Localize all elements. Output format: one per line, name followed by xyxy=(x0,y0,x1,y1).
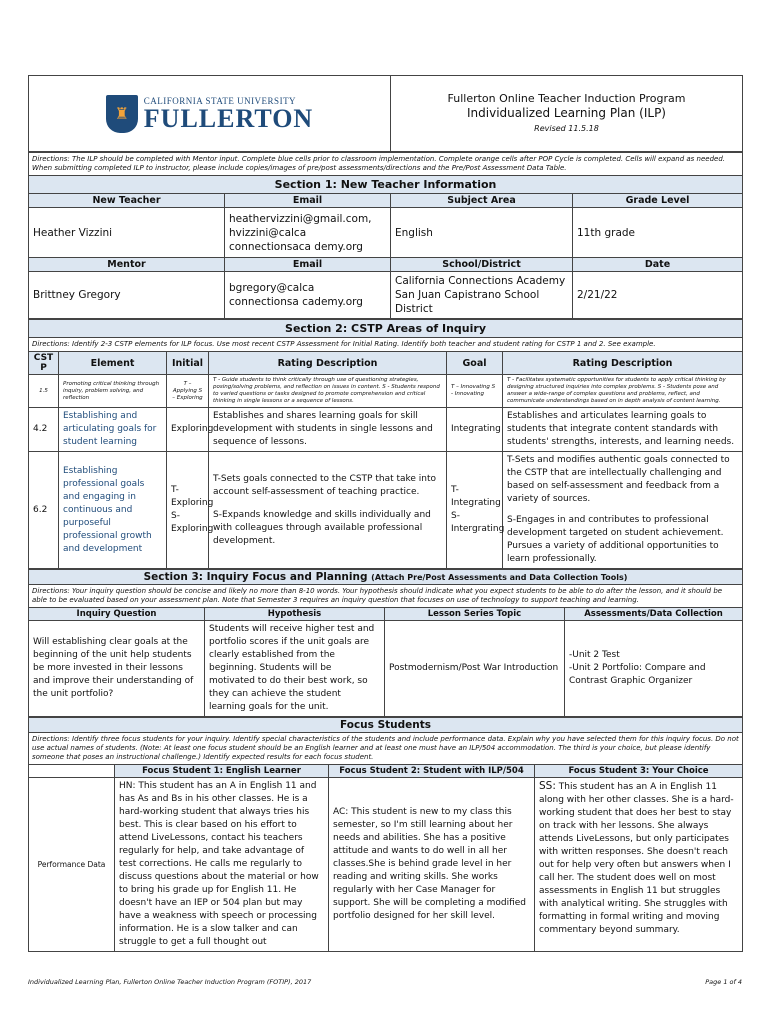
program-title: Fullerton Online Teacher Induction Program xyxy=(447,92,686,105)
ilp-document xyxy=(28,75,742,952)
section1-title: Section 1: New Teacher Information xyxy=(29,176,743,194)
section2-table xyxy=(28,319,743,569)
cstp-number: 6.2 xyxy=(29,452,59,569)
section3-title-note: (Attach Pre/Post Assessments and Data Collection Tools) xyxy=(371,573,628,582)
col-email2: Email xyxy=(225,258,391,272)
col-focus-student-2: Focus Student 2: Student with ILP/504 xyxy=(329,765,535,778)
col-new-teacher: New Teacher xyxy=(29,194,225,208)
section3-title-cell xyxy=(29,570,743,585)
col-cstp: CST P xyxy=(29,352,59,375)
col-assessments: Assessments/Data Collection xyxy=(565,608,743,621)
footer-left: Individualized Learning Plan, Fullerton Online Teacher Induction Program (FOTIP), 2017 xyxy=(28,978,312,986)
rating-description: Establishes and shares learning goals for skill development with students in single lessons and sequence of lessons. xyxy=(209,408,447,452)
goal-rating: Integrating xyxy=(447,408,503,452)
focus-title: Focus Students xyxy=(29,718,743,733)
col-inquiry-question: Inquiry Question xyxy=(29,608,205,621)
col-date: Date xyxy=(573,258,743,272)
lesson-topic: Postmodernism/Post War Introduction xyxy=(385,621,565,717)
top-directions: Directions: The ILP should be completed with Mentor input. Complete blue cells prior to classroom implementation. Complete orange cells after POP Cycle is completed. Cells will expand as needed. When submitting completed ILP to instructor, please include copies/images of pre/post assessments/directions and the Pre/Post Assessment Data Table. xyxy=(29,153,743,176)
grade-level: 11th grade xyxy=(573,208,743,258)
student-initials: SS: xyxy=(539,780,556,792)
logo-cell xyxy=(29,76,391,152)
logo-line2: FULLERTON xyxy=(143,103,314,133)
hypothesis: Students will receive higher test and portfolio scores if the unit goals are clearly established from the beginning. Students will be motivated to do their best work, so they can achieve the student learning goals for the unit. xyxy=(205,621,385,717)
element-text: Establishing professional goals and engaging in continuous and purposeful professional growth and development xyxy=(59,452,167,569)
plan-title: Individualized Learning Plan (ILP) xyxy=(467,106,666,120)
cstp-row xyxy=(29,408,743,452)
element-text: Establishing and articulating goals for student learning xyxy=(59,408,167,452)
goal-rating: T-Integrating S-Intergrating xyxy=(447,452,503,569)
revised-date: Revised 11.5.18 xyxy=(534,124,599,133)
col-initial: Initial xyxy=(167,352,209,375)
rating-description xyxy=(209,452,447,569)
col-school: School/District xyxy=(391,258,573,272)
cstp-number: 4.2 xyxy=(29,408,59,452)
section1-table xyxy=(28,152,743,319)
subject-area: English xyxy=(391,208,573,258)
school-district: California Connections Academy San Juan Capistrano School District xyxy=(391,272,573,319)
assessment-item: -Unit 2 Portfolio: Compare and Contrast Graphic Organizer xyxy=(569,663,706,686)
assessments xyxy=(565,621,743,717)
rating-description: T - Guide students to think critically through use of questioning strategies, posing/solving problems, and reflection on issues in content. S - Students respond to varied questions or tasks designed to promote comprehension and critical thinking in single lessons or a sequence of lessons. xyxy=(209,375,447,408)
col-grade: Grade Level xyxy=(573,194,743,208)
section3-title: Section 3: Inquiry Focus and Planning xyxy=(143,571,368,583)
focus-student-3-data xyxy=(535,778,743,952)
section2-directions: Directions: Identify 2-3 CSTP elements for ILP focus. Use most recent CSTP Assessment for Initial Rating. Identify both teacher and student rating for CSTP 1 and 2. See example. xyxy=(29,338,743,352)
section3-table xyxy=(28,569,743,717)
col-focus-student-1: Focus Student 1: English Learner xyxy=(115,765,329,778)
inquiry-question: Will establishing clear goals at the beginning of the unit help students be more invested in their lessons and improve their understanding of the unit portfolio? xyxy=(29,621,205,717)
goal-student: S-Engages in and contributes to professional development targeted on student achievement. Pursues a variety of additional opportunities to learn professionally. xyxy=(507,515,724,564)
col-hypothesis: Hypothesis xyxy=(205,608,385,621)
col-focus-student-3: Focus Student 3: Your Choice xyxy=(535,765,743,778)
teacher-name: Heather Vizzini xyxy=(29,208,225,258)
goal-teacher: T-Sets and modifies authentic goals connected to the CSTP that are intellectually challenging and based on self-assessment and feedback from a variety of sources. xyxy=(507,455,730,504)
university-logo xyxy=(33,95,386,133)
tower-shield-icon: ♜ xyxy=(106,95,138,133)
col-rating2: Rating Description xyxy=(503,352,743,375)
page-number: Page 1 of 4 xyxy=(705,978,742,986)
date-value: 2/21/22 xyxy=(573,272,743,319)
goal-description: Establishes and articulates learning goals to students that integrate content standards with students' strengths, interests, and learning needs. xyxy=(503,408,743,452)
section3-directions: Directions: Your inquiry question should be concise and likely no more than 8-10 words. Your hypothesis should indicate what you expect students to be able to do after the lesson, and it should be able to be evaluated based on your assessment plan. Note that Semester 3 requires an inquiry question that focuses on use of technology to support teaching and learning. xyxy=(29,585,743,608)
student-description: This student has an A in English 11 along with her other classes. She is a hard-working student that does her best to stay on track with her lessons. She always attends LiveLessons, but only participates with written responses. She doesn't reach out for help very often but answers when I call her. The student does well on most assessments in English 11 but struggles with analytical writing. She struggles with formatting in formal writing and moving commentary beyond summary. xyxy=(539,782,734,935)
section2-title: Section 2: CSTP Areas of Inquiry xyxy=(29,320,743,338)
col-rating: Rating Description xyxy=(209,352,447,375)
mentor-name: Brittney Gregory xyxy=(29,272,225,319)
initial-rating: Exploring xyxy=(167,408,209,452)
col-mentor: Mentor xyxy=(29,258,225,272)
initial-rating: T – Applying S – Exploring xyxy=(167,375,209,408)
performance-data-label: Performance Data xyxy=(29,778,115,952)
element-text: Promoting critical thinking through inquiry, problem solving, and reflection xyxy=(59,375,167,408)
goal-rating: T – Innovating S - Innovating xyxy=(447,375,503,408)
focus-student-1-data: HN: This student has an A in English 11 and has As and Bs in his other classes. He is a hard-working student that always tries his best. This is clear based on his effort to attend LiveLessons, contact his teachers regularly for help, and take advantage of test corrections. He calls me regularly to discuss questions about the material or how to bring his grade up for English 11. He doesn't have an IEP or 504 plan but may have a weakness with speech or processing information. He is a slow talker and can struggle to get a full thought out xyxy=(115,778,329,952)
logo-line1: CALIFORNIA STATE UNIVERSITY xyxy=(143,95,297,106)
rating-student: S-Expands knowledge and skills individually and with colleagues through available professional development. xyxy=(213,509,431,546)
teacher-email: heathervizzini@gmail.com, hvizzini@calca connectionsaca demy.org xyxy=(225,208,391,258)
col-element: Element xyxy=(59,352,167,375)
col-email: Email xyxy=(225,194,391,208)
focus-students-table xyxy=(28,717,743,952)
header-table xyxy=(28,75,743,152)
rating-teacher: T-Sets goals connected to the CSTP that take into account self-assessment of teaching practice. xyxy=(213,473,437,497)
col-subject: Subject Area xyxy=(391,194,573,208)
focus-student-2-data: AC: This student is new to my class this semester, so I'm still learning about her needs and abilities. She has a positive attitude and wants to do well in all her classes.She is behind grade level in her reading and writing skills. She works regularly with her Case Manager for support. She will be completing a modified portfolio designed for her skill level. xyxy=(329,778,535,952)
focus-directions: Directions: Identify three focus students for your inquiry. Identify special characteristics of the students and include performance data. Explain why you have selected them for this inquiry focus. Do not use actual names of students. (Note: At least one focus student should be an English learner and at least one must have an ILP/504 accommodation. The third is your choice, but please identify someone that poses an instructional challenge.) Identify expected results for each focus student. xyxy=(29,733,743,765)
assessment-item: -Unit 2 Test xyxy=(569,650,620,660)
mentor-email: bgregory@calca connectionsa cademy.org xyxy=(225,272,391,319)
program-cell xyxy=(391,76,743,152)
col-goal: Goal xyxy=(447,352,503,375)
goal-description xyxy=(503,452,743,569)
initial-rating: T-Exploring S-Exploring xyxy=(167,452,209,569)
cstp-number: 1.5 xyxy=(29,375,59,408)
cstp-row xyxy=(29,452,743,569)
col-lesson-topic: Lesson Series Topic xyxy=(385,608,565,621)
focus-corner xyxy=(29,765,115,778)
page-footer xyxy=(28,978,742,986)
example-row xyxy=(29,375,743,408)
goal-description: T - Facilitates systematic opportunities for students to apply critical thinking by designing structured inquiries into complex problems. S - Students pose and answer a wide-range of complex questions and problems, reflect, and communicate understandings based on in depth analysis of content learning. xyxy=(503,375,743,408)
